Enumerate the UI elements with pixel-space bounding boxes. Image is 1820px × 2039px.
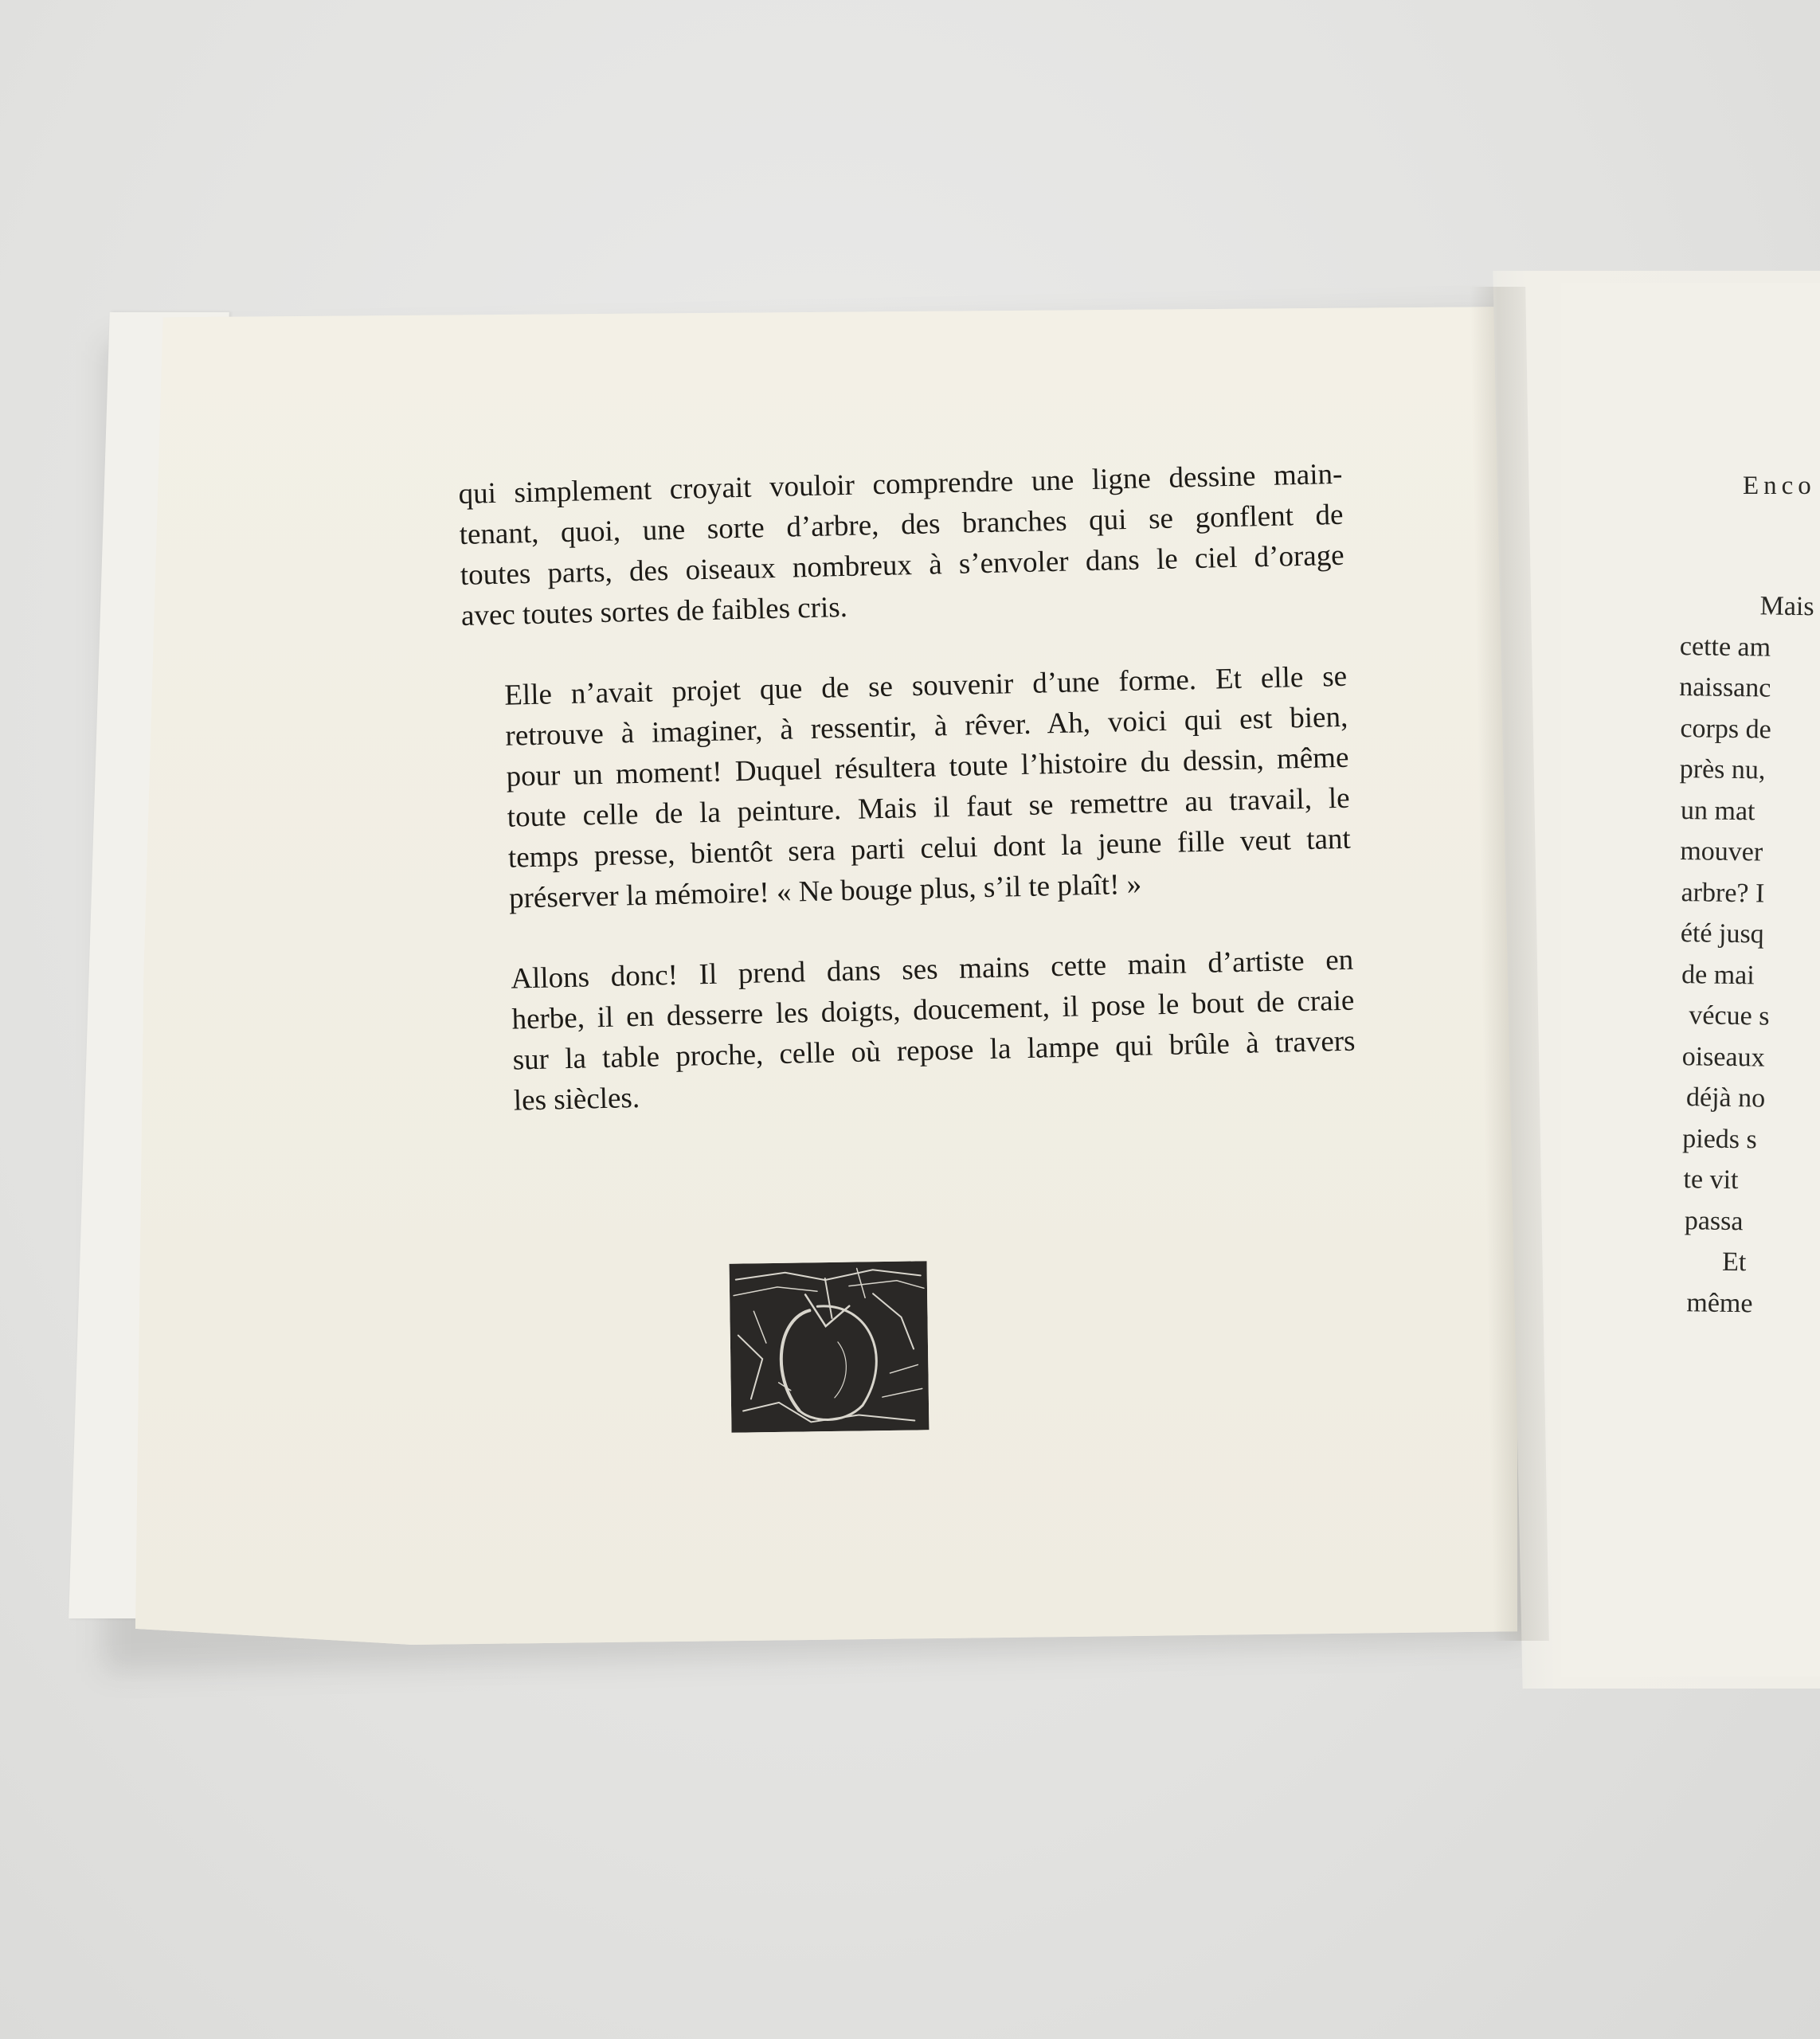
text-line: retrouve à imaginer, à ressentir, à rêver. Ah, voici qui est bien, [505,700,1348,753]
text-line: toutes parts, des oiseaux nombreux à s’envoler dans le ciel d’orage [460,538,1345,592]
text-line: corps de [1680,713,1771,745]
text-line: herbe, il en desserre les doigts, doucement, il pose le bout de craie [511,984,1355,1036]
text-line: qui simplement croyait vouloir comprendre une ligne dessine main- [458,457,1343,511]
paragraph-2 [463,656,1352,920]
text-line: sur la table proche, celle où repose la lampe qui brûle à travers [512,1024,1356,1077]
text-line: temps presse, bientôt sera parti celui dont la jeune fille veut tant [507,822,1352,875]
right-page-text [1678,585,1820,1325]
paragraph-1 [458,454,1345,636]
text-line: pour un moment! Duquel résultera toute l’histoire du dessin, même [506,741,1349,793]
text-line: été jusq [1680,918,1764,949]
right-page-heading: Enco [1743,472,1816,500]
text-line: déjà no [1685,1082,1766,1113]
text-line: même [1686,1287,1753,1318]
text-line: Et [1721,1246,1747,1278]
text-line: tenant, quoi, une sorte d’arbre, des branches qui se gonflent de [459,498,1344,551]
paragraph-3 [469,940,1356,1122]
text-line: Elle n’avait projet que de se souvenir d’une forme. Et elle se [503,659,1348,712]
text-line: te vit [1683,1164,1739,1196]
text-line: oiseaux [1681,1041,1765,1073]
woodcut-illustration [730,1261,930,1432]
text-line: un mat [1680,795,1755,826]
text-line: Allons donc! Il prend dans ses mains cette main d’artiste en [510,943,1354,996]
text-line: pieds s [1682,1123,1758,1154]
text-line: préserver la mémoire! « Ne bouge plus, s’il te plaît! » [508,867,1142,915]
text-line: près nu, [1679,754,1766,785]
text-line: cette am [1679,631,1771,663]
text-line: naissanc [1678,672,1771,703]
text-line: Mais [1759,591,1814,622]
text-line: arbre? I [1681,877,1765,909]
text-line: mouver [1680,836,1763,867]
text-line: les siècles. [513,1082,640,1117]
text-line: toute celle de la peinture. Mais il faut se remettre au travail, le [507,781,1350,834]
left-page-text [458,454,1357,1162]
text-line: vécue s [1689,1000,1770,1031]
text-line: avec toutes sortes de faibles cris. [460,590,848,632]
text-line: passa [1684,1205,1744,1236]
text-line: de mai [1681,959,1755,990]
